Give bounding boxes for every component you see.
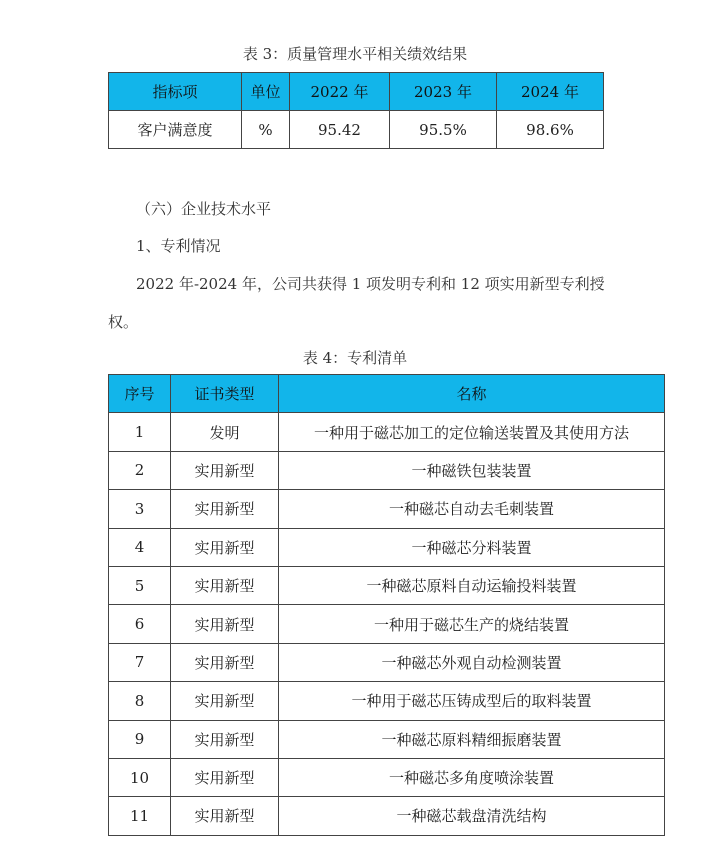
- patent-name-cell: 一种用于磁芯压铸成型后的取料装置: [279, 682, 665, 720]
- patent-number-cell: 4: [109, 528, 171, 566]
- table4-header-row: [109, 375, 665, 413]
- patent-type-cell: 实用新型: [171, 451, 279, 489]
- patent-number-cell: 3: [109, 490, 171, 528]
- table-row: [109, 451, 665, 489]
- paragraph-line-2: 权。: [108, 313, 139, 331]
- table-row: [109, 566, 665, 604]
- patent-type-cell: 发明: [171, 413, 279, 451]
- patent-type-cell: 实用新型: [171, 797, 279, 835]
- patent-number-cell: 8: [109, 682, 171, 720]
- table-row: [109, 682, 665, 720]
- patent-number-cell: 6: [109, 605, 171, 643]
- paragraph-line-1: 2022 年-2024 年，公司共获得 1 项发明专利和 12 项实用新型专利授: [136, 275, 605, 293]
- table4-header-cell: 证书类型: [171, 375, 279, 413]
- patent-name-cell: 一种磁铁包装装置: [279, 451, 665, 489]
- patent-name-cell: 一种用于磁芯生产的烧结装置: [279, 605, 665, 643]
- patent-number-cell: 9: [109, 720, 171, 758]
- table3-header-cell: 2022 年: [290, 73, 390, 111]
- table4-header-cell: 序号: [109, 375, 171, 413]
- patent-type-cell: 实用新型: [171, 643, 279, 681]
- section-subheading: 1、专利情况: [136, 237, 221, 255]
- table3-cell: %: [242, 111, 290, 149]
- patent-type-cell: 实用新型: [171, 566, 279, 604]
- table3-header-cell: 2023 年: [390, 73, 497, 111]
- patent-name-cell: 一种磁芯原料精细振磨装置: [279, 720, 665, 758]
- patent-name-cell: 一种磁芯载盘清洗结构: [279, 797, 665, 835]
- patent-list-body: [109, 413, 665, 835]
- patent-type-cell: 实用新型: [171, 528, 279, 566]
- patent-number-cell: 10: [109, 758, 171, 796]
- patent-type-cell: 实用新型: [171, 758, 279, 796]
- table-row: [109, 413, 665, 451]
- table-row: [109, 643, 665, 681]
- patent-number-cell: 2: [109, 451, 171, 489]
- patent-type-cell: 实用新型: [171, 605, 279, 643]
- table3-header-row: [109, 73, 604, 111]
- patent-number-cell: 1: [109, 413, 171, 451]
- patent-number-cell: 11: [109, 797, 171, 835]
- table-row: [109, 720, 665, 758]
- patent-list-table: [108, 374, 665, 836]
- patent-type-cell: 实用新型: [171, 720, 279, 758]
- patent-type-cell: 实用新型: [171, 682, 279, 720]
- patent-number-cell: 7: [109, 643, 171, 681]
- table3-cell: 95.42: [290, 111, 390, 149]
- table3-cell: 客户满意度: [109, 111, 242, 149]
- patent-name-cell: 一种磁芯分料装置: [279, 528, 665, 566]
- table4-caption: 表 4：专利清单: [302, 349, 408, 367]
- patent-number-cell: 5: [109, 566, 171, 604]
- patent-name-cell: 一种用于磁芯加工的定位输送装置及其使用方法: [279, 413, 665, 451]
- table3-header-cell: 指标项: [109, 73, 242, 111]
- table3-header-cell: 2024 年: [497, 73, 604, 111]
- table3-caption: 表 3：质量管理水平相关绩效结果: [242, 45, 468, 63]
- table-row: [109, 490, 665, 528]
- table-row: [109, 758, 665, 796]
- table-row: [109, 111, 604, 149]
- table3-cell: 98.6%: [497, 111, 604, 149]
- patent-name-cell: 一种磁芯自动去毛刺装置: [279, 490, 665, 528]
- table3-cell: 95.5%: [390, 111, 497, 149]
- table-row: [109, 605, 665, 643]
- patent-name-cell: 一种磁芯多角度喷涂装置: [279, 758, 665, 796]
- table-row: [109, 797, 665, 835]
- quality-results-table: [108, 72, 604, 149]
- patent-name-cell: 一种磁芯原料自动运输投料装置: [279, 566, 665, 604]
- table-row: [109, 528, 665, 566]
- section-heading: （六）企业技术水平: [136, 200, 272, 218]
- patent-type-cell: 实用新型: [171, 490, 279, 528]
- patent-name-cell: 一种磁芯外观自动检测装置: [279, 643, 665, 681]
- table3-header-cell: 单位: [242, 73, 290, 111]
- table4-header-cell: 名称: [279, 375, 665, 413]
